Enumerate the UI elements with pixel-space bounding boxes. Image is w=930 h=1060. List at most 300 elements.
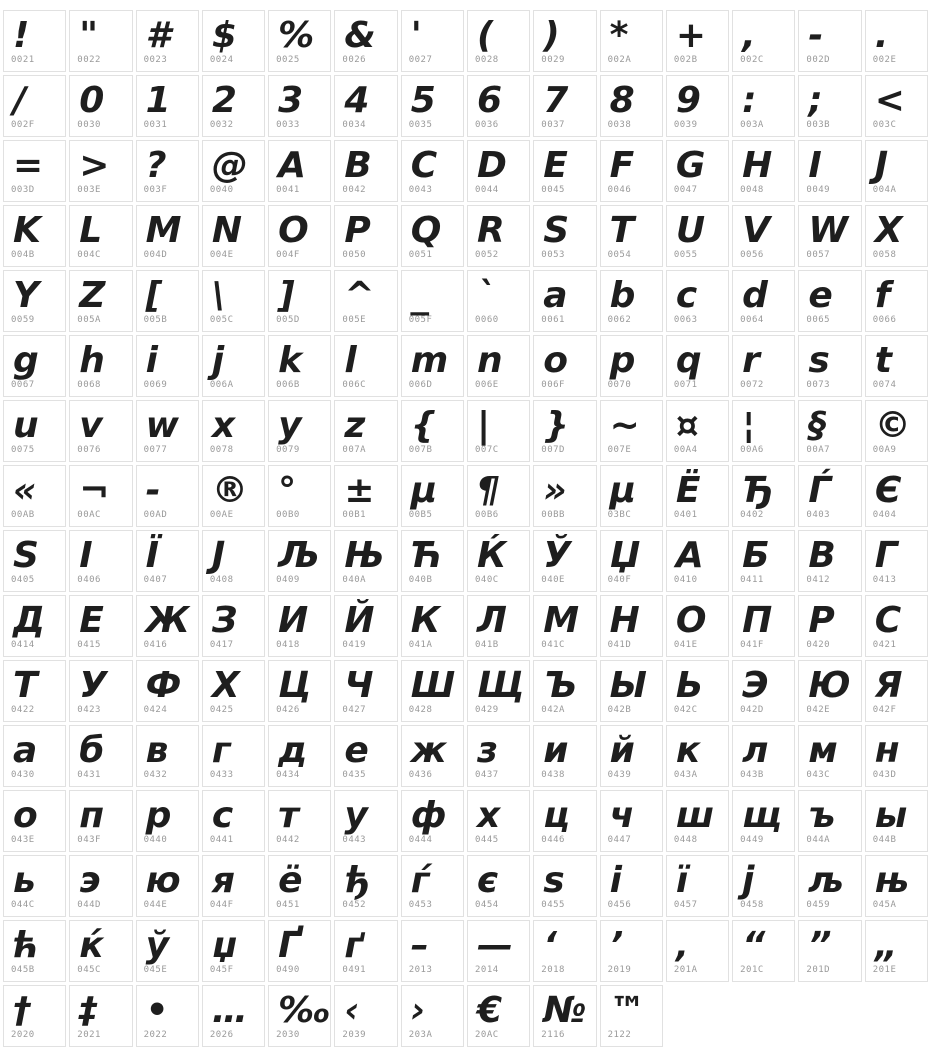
- glyph-cell: [202, 335, 265, 397]
- glyph-char: п: [79, 795, 105, 836]
- glyph-code: 2039: [342, 1030, 367, 1040]
- glyph-cell: [600, 400, 663, 462]
- glyph-char: ё: [278, 860, 303, 901]
- glyph-code: 007E: [607, 445, 632, 455]
- glyph-char: №: [543, 990, 587, 1031]
- glyph-code: 0454: [474, 900, 499, 910]
- glyph-cell: [401, 400, 464, 462]
- glyph-cell: [732, 595, 795, 657]
- glyph-char: е: [344, 730, 369, 771]
- glyph-cell: [268, 335, 331, 397]
- glyph-char: …: [211, 990, 248, 1031]
- glyph-cell: [865, 725, 928, 787]
- glyph-char: ]: [278, 275, 295, 316]
- glyph-code: 00A6: [740, 445, 764, 455]
- glyph-code: 007C: [474, 445, 499, 455]
- glyph-cell: [865, 10, 928, 72]
- glyph-cell: [3, 985, 66, 1047]
- glyph-cell: [600, 660, 663, 722]
- glyph-cell: [732, 270, 795, 332]
- glyph-char: “: [742, 925, 766, 966]
- glyph-code: 0058: [872, 250, 897, 260]
- glyph-cell: [865, 335, 928, 397]
- glyph-code: 0078: [209, 445, 234, 455]
- glyph-code: 002D: [806, 55, 831, 65]
- glyph-cell: [600, 335, 663, 397]
- glyph-code: 2116: [541, 1030, 565, 1040]
- glyph-cell: [136, 595, 199, 657]
- glyph-grid: [3, 10, 928, 1047]
- glyph-char: ‡: [79, 990, 98, 1031]
- glyph-cell: [136, 335, 199, 397]
- glyph-cell: [467, 530, 530, 592]
- glyph-char: %: [278, 15, 315, 56]
- glyph-char: ы: [874, 795, 908, 836]
- glyph-cell: [69, 205, 132, 267]
- glyph-char: p: [609, 340, 636, 381]
- glyph-char: s: [808, 340, 830, 381]
- glyph-char: r: [742, 340, 760, 381]
- glyph-cell: [533, 10, 596, 72]
- glyph-cell: [533, 920, 596, 982]
- glyph-cell: [401, 920, 464, 982]
- glyph-char: у: [344, 795, 368, 836]
- glyph-char: Ѕ: [13, 535, 39, 576]
- glyph-char: П: [742, 600, 773, 641]
- glyph-cell: [600, 725, 663, 787]
- glyph-code: 003B: [806, 120, 831, 130]
- glyph-char: 8: [609, 80, 635, 121]
- glyph-char: I: [808, 145, 822, 186]
- glyph-cell: [666, 400, 729, 462]
- glyph-code: 005E: [342, 315, 367, 325]
- glyph-code: 0060: [474, 315, 499, 325]
- glyph-char: ѕ: [543, 860, 565, 901]
- glyph-code: 045E: [143, 965, 168, 975]
- glyph-cell: [467, 205, 530, 267]
- glyph-code: 00A4: [673, 445, 698, 455]
- glyph-char: ©: [874, 405, 911, 446]
- glyph-code: 0401: [673, 510, 698, 520]
- glyph-cell: [202, 660, 265, 722]
- glyph-code: 006F: [541, 380, 565, 390]
- glyph-code: 00AC: [77, 510, 101, 520]
- glyph-code: 0424: [143, 705, 168, 715]
- glyph-char: ®: [211, 470, 248, 511]
- glyph-cell: [69, 920, 132, 982]
- glyph-char: «: [13, 470, 37, 511]
- glyph-cell: [202, 400, 265, 462]
- glyph-char: !: [13, 15, 30, 56]
- glyph-char: З: [211, 600, 238, 641]
- glyph-code: 043F: [77, 835, 101, 845]
- glyph-code: 0428: [408, 705, 433, 715]
- glyph-cell: [268, 920, 331, 982]
- glyph-char: Ы: [609, 665, 647, 706]
- glyph-code: 0041: [276, 185, 300, 195]
- glyph-char: 1: [145, 80, 171, 121]
- glyph-cell: [69, 530, 132, 592]
- glyph-code: 0059: [11, 315, 35, 325]
- glyph-char: Y: [13, 275, 40, 316]
- glyph-code: 0036: [474, 120, 499, 130]
- glyph-cell: [268, 725, 331, 787]
- glyph-cell: [3, 790, 66, 852]
- glyph-char: [: [145, 275, 163, 316]
- glyph-char: б: [79, 730, 105, 771]
- glyph-cell: [865, 400, 928, 462]
- glyph-char: Ё: [675, 470, 701, 511]
- glyph-cell: [467, 725, 530, 787]
- glyph-char: z: [344, 405, 366, 446]
- glyph-char: Э: [742, 665, 769, 706]
- glyph-cell: [69, 595, 132, 657]
- glyph-char: q: [675, 340, 702, 381]
- glyph-code: 00AD: [143, 510, 168, 520]
- glyph-code: 003C: [872, 120, 897, 130]
- glyph-char: д: [278, 730, 308, 771]
- glyph-char: =: [13, 145, 44, 186]
- glyph-code: 0431: [77, 770, 101, 780]
- glyph-cell: [136, 985, 199, 1047]
- glyph-code: 0451: [276, 900, 300, 910]
- glyph-code: 0032: [209, 120, 234, 130]
- glyph-cell: [732, 530, 795, 592]
- glyph-cell: [202, 790, 265, 852]
- glyph-cell: [732, 465, 795, 527]
- glyph-char: о: [13, 795, 38, 836]
- glyph-char: Ѓ: [808, 470, 832, 511]
- glyph-code: 040F: [607, 575, 632, 585]
- glyph-code: 0403: [806, 510, 831, 520]
- glyph-char: U: [675, 210, 706, 251]
- glyph-char: ¦: [742, 405, 756, 446]
- glyph-char: ў: [145, 925, 170, 966]
- glyph-code: 0024: [209, 55, 234, 65]
- glyph-code: 0456: [607, 900, 632, 910]
- glyph-char: –: [410, 925, 429, 966]
- glyph-cell: [600, 75, 663, 137]
- glyph-code: 045B: [11, 965, 35, 975]
- glyph-code: 0438: [541, 770, 565, 780]
- glyph-code: 004A: [872, 185, 897, 195]
- glyph-cell: [69, 270, 132, 332]
- glyph-code: 0070: [607, 380, 632, 390]
- glyph-char: h: [79, 340, 105, 381]
- glyph-char: O: [278, 210, 309, 251]
- glyph-cell: [666, 140, 729, 202]
- glyph-char: ю: [145, 860, 181, 901]
- glyph-cell: [202, 205, 265, 267]
- glyph-cell: [666, 660, 729, 722]
- glyph-cell: [334, 985, 397, 1047]
- glyph-code: 041A: [408, 640, 433, 650]
- glyph-code: 00B6: [474, 510, 499, 520]
- glyph-char: Н: [609, 600, 640, 641]
- glyph-code: 2019: [607, 965, 632, 975]
- glyph-cell: [666, 75, 729, 137]
- glyph-cell: [268, 790, 331, 852]
- glyph-code: 0448: [673, 835, 698, 845]
- glyph-code: 042B: [607, 705, 632, 715]
- glyph-char: ч: [609, 795, 635, 836]
- glyph-code: 0062: [607, 315, 632, 325]
- glyph-code: 045C: [77, 965, 101, 975]
- glyph-cell: [3, 75, 66, 137]
- glyph-char: j: [211, 340, 225, 381]
- glyph-code: 0073: [806, 380, 831, 390]
- glyph-code: 0415: [77, 640, 101, 650]
- glyph-char: F: [609, 145, 635, 186]
- glyph-char: ‘: [543, 925, 557, 966]
- glyph-char: 4: [344, 80, 370, 121]
- glyph-code: 0441: [209, 835, 234, 845]
- glyph-char: ': [410, 15, 422, 56]
- glyph-code: 004B: [11, 250, 35, 260]
- glyph-char: f: [874, 275, 891, 316]
- glyph-cell: [136, 10, 199, 72]
- glyph-char: Ъ: [543, 665, 578, 706]
- glyph-cell: [798, 140, 861, 202]
- glyph-cell: [732, 10, 795, 72]
- glyph-char: С: [874, 600, 902, 641]
- glyph-cell: [798, 10, 861, 72]
- glyph-char: ": [79, 15, 99, 56]
- glyph-cell: [3, 530, 66, 592]
- glyph-cell: [69, 400, 132, 462]
- glyph-cell: [533, 790, 596, 852]
- glyph-cell: [600, 920, 663, 982]
- glyph-cell: [798, 855, 861, 917]
- glyph-cell: [401, 855, 464, 917]
- glyph-cell: [600, 855, 663, 917]
- glyph-code: 0076: [77, 445, 101, 455]
- glyph-cell: [533, 75, 596, 137]
- glyph-cell: [865, 920, 928, 982]
- glyph-code: 2030: [276, 1030, 300, 1040]
- glyph-code: 043E: [11, 835, 35, 845]
- glyph-code: 043B: [740, 770, 764, 780]
- glyph-code: 0410: [673, 575, 698, 585]
- glyph-char: Ј: [211, 535, 226, 576]
- glyph-cell: [268, 75, 331, 137]
- glyph-char: ‹: [344, 990, 360, 1031]
- glyph-char: Ч: [344, 665, 374, 706]
- glyph-code: 041C: [541, 640, 565, 650]
- glyph-cell: [136, 920, 199, 982]
- glyph-code: 005B: [143, 315, 168, 325]
- glyph-cell: [533, 465, 596, 527]
- glyph-code: 005F: [408, 315, 433, 325]
- glyph-char: ): [543, 15, 560, 56]
- glyph-char: J: [874, 145, 889, 186]
- glyph-cell: [467, 270, 530, 332]
- glyph-code: 0039: [673, 120, 698, 130]
- glyph-char: ;: [808, 80, 823, 121]
- glyph-code: 0028: [474, 55, 499, 65]
- glyph-code: 0027: [408, 55, 433, 65]
- glyph-code: 0409: [276, 575, 300, 585]
- glyph-char: ,: [742, 15, 756, 56]
- glyph-code: 0422: [11, 705, 35, 715]
- glyph-char: D: [476, 145, 507, 186]
- glyph-char: a: [543, 275, 568, 316]
- glyph-char: Љ: [278, 535, 320, 576]
- glyph-code: 042A: [541, 705, 565, 715]
- glyph-cell: [533, 595, 596, 657]
- glyph-cell: [268, 530, 331, 592]
- glyph-char: k: [278, 340, 303, 381]
- glyph-code: 2018: [541, 965, 565, 975]
- glyph-char: .: [874, 15, 889, 56]
- glyph-code: 0417: [209, 640, 234, 650]
- glyph-code: 041B: [474, 640, 499, 650]
- glyph-char: Е: [79, 600, 104, 641]
- glyph-cell: [268, 140, 331, 202]
- glyph-code: 040A: [342, 575, 367, 585]
- glyph-code: 043C: [806, 770, 831, 780]
- glyph-cell: [401, 140, 464, 202]
- glyph-cell: [865, 140, 928, 202]
- glyph-code: 0449: [740, 835, 764, 845]
- glyph-code: 0056: [740, 250, 764, 260]
- glyph-code: 005D: [276, 315, 300, 325]
- glyph-code: 0457: [673, 900, 698, 910]
- glyph-code: 0067: [11, 380, 35, 390]
- glyph-char: М: [543, 600, 580, 641]
- glyph-cell: [202, 855, 265, 917]
- glyph-char: Ў: [543, 535, 572, 576]
- glyph-code: 0432: [143, 770, 168, 780]
- glyph-cell: [202, 725, 265, 787]
- glyph-char: µ: [410, 470, 438, 511]
- glyph-cell: [467, 75, 530, 137]
- glyph-code: 2026: [209, 1030, 234, 1040]
- glyph-char: B: [344, 145, 372, 186]
- glyph-cell: [334, 335, 397, 397]
- glyph-cell: [268, 855, 331, 917]
- glyph-code: 2020: [11, 1030, 35, 1040]
- glyph-code: 0442: [276, 835, 300, 845]
- glyph-cell: [666, 790, 729, 852]
- glyph-cell: [798, 920, 861, 982]
- glyph-code: 0037: [541, 120, 565, 130]
- glyph-char: }: [543, 405, 569, 446]
- glyph-cell: [202, 920, 265, 982]
- glyph-cell: [666, 530, 729, 592]
- glyph-code: 0065: [806, 315, 831, 325]
- glyph-char: У: [79, 665, 108, 706]
- glyph-char: „: [874, 925, 898, 966]
- glyph-code: 0066: [872, 315, 897, 325]
- glyph-code: 0414: [11, 640, 35, 650]
- glyph-char: щ: [742, 795, 782, 836]
- glyph-char: °: [278, 470, 297, 511]
- glyph-code: 041F: [740, 640, 764, 650]
- glyph-char: Ш: [410, 665, 456, 706]
- glyph-cell: [334, 10, 397, 72]
- glyph-code: 0064: [740, 315, 764, 325]
- glyph-char: G: [675, 145, 706, 186]
- glyph-cell: [69, 10, 132, 72]
- glyph-cell: [202, 75, 265, 137]
- glyph-cell: [334, 465, 397, 527]
- glyph-code: 045A: [872, 900, 897, 910]
- glyph-char: І: [79, 535, 93, 576]
- glyph-cell: [533, 530, 596, 592]
- glyph-cell: [401, 985, 464, 1047]
- glyph-cell: [3, 725, 66, 787]
- glyph-cell: [798, 595, 861, 657]
- glyph-char: в: [145, 730, 169, 771]
- glyph-cell: [666, 270, 729, 332]
- glyph-cell: [3, 335, 66, 397]
- glyph-char: џ: [211, 925, 237, 966]
- glyph-char: і: [609, 860, 622, 901]
- glyph-cell: [600, 465, 663, 527]
- glyph-code: 00BB: [541, 510, 565, 520]
- glyph-cell: [533, 140, 596, 202]
- glyph-code: 0038: [607, 120, 632, 130]
- glyph-char: Ґ: [278, 925, 302, 966]
- glyph-char: C: [410, 145, 438, 186]
- glyph-code: 00B1: [342, 510, 367, 520]
- glyph-code: 2021: [77, 1030, 101, 1040]
- glyph-cell: [69, 790, 132, 852]
- glyph-cell: [136, 855, 199, 917]
- glyph-code: 0433: [209, 770, 234, 780]
- glyph-cell: [401, 10, 464, 72]
- glyph-char: 7: [543, 80, 569, 121]
- glyph-char: ‚: [675, 925, 690, 966]
- glyph-code: 0490: [276, 965, 300, 975]
- glyph-char: ш: [675, 795, 715, 836]
- glyph-code: 044C: [11, 900, 35, 910]
- glyph-code: 0042: [342, 185, 367, 195]
- glyph-code: 0061: [541, 315, 565, 325]
- glyph-cell: [467, 920, 530, 982]
- glyph-cell: [3, 465, 66, 527]
- glyph-char: Г: [874, 535, 898, 576]
- glyph-code: 0425: [209, 705, 234, 715]
- glyph-code: 042D: [740, 705, 764, 715]
- glyph-char: H: [742, 145, 773, 186]
- glyph-char: ц: [543, 795, 570, 836]
- glyph-code: 0047: [673, 185, 698, 195]
- glyph-cell: [401, 660, 464, 722]
- glyph-char: Њ: [344, 535, 386, 576]
- glyph-char: X: [874, 210, 903, 251]
- glyph-char: †: [13, 990, 31, 1031]
- glyph-code: 006D: [408, 380, 433, 390]
- glyph-cell: [732, 400, 795, 462]
- glyph-code: 0030: [77, 120, 101, 130]
- glyph-cell: [334, 205, 397, 267]
- glyph-code: 0459: [806, 900, 831, 910]
- glyph-code: 0455: [541, 900, 565, 910]
- glyph-code: 0050: [342, 250, 367, 260]
- glyph-cell: [69, 335, 132, 397]
- glyph-char: •: [145, 990, 169, 1031]
- glyph-char: Й: [344, 600, 375, 641]
- glyph-char: 3: [278, 80, 304, 121]
- glyph-cell: [202, 465, 265, 527]
- glyph-char: ’: [609, 925, 624, 966]
- glyph-code: 0411: [740, 575, 764, 585]
- glyph-char: Ђ: [742, 470, 774, 511]
- glyph-char: И: [278, 600, 309, 641]
- glyph-cell: [202, 530, 265, 592]
